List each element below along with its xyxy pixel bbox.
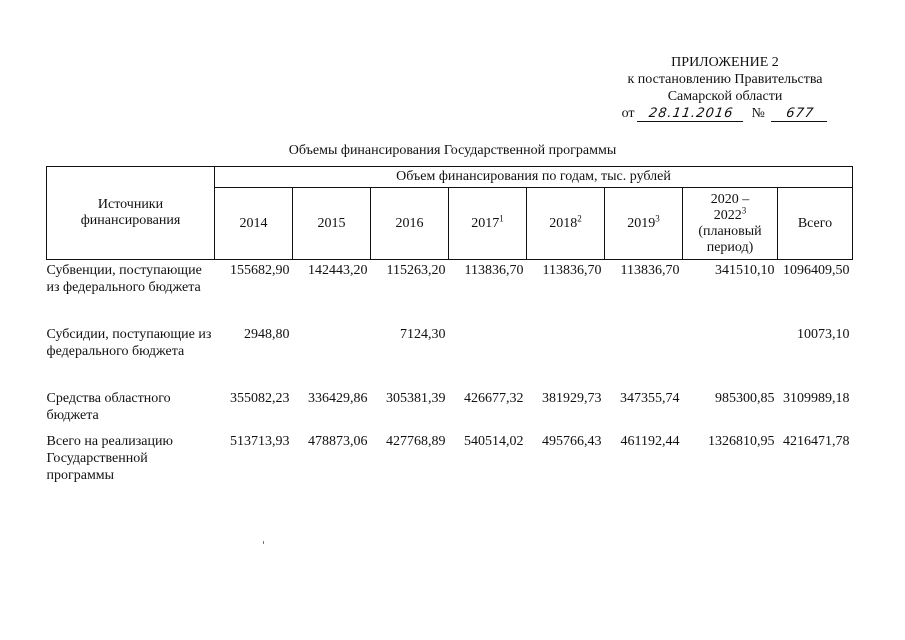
value-cell: 461192,44 [620,433,680,449]
table-row [47,260,853,324]
year-label: 2019 [627,215,656,231]
total-header: Всего [778,188,853,260]
source-header: Источники финансирования [47,167,215,260]
volume-header: Объем финансирования по годам, тыс. рублей [215,167,853,188]
source-cell: Субсидии, поступающие из федерального бюджета [46,326,212,359]
value-cell: 305381,39 [386,390,446,406]
value-cell: 341510,10 [715,263,775,278]
value-cell: 142443,20 [308,263,368,278]
value-cell: 115263,20 [386,263,446,278]
value-cell: 2948,80 [244,326,290,342]
value-cell: 355082,23 [230,390,290,406]
plan-period-label-1: (плановый [698,223,762,239]
year-header-2016 [371,188,449,260]
source-cell: Всего на реализацию Государственной программы [46,433,173,483]
value-cell: 4216471,78 [783,433,850,449]
year-header-2015 [293,188,371,260]
value-cell: 513713,93 [230,433,290,449]
value-cell: 155682,90 [230,263,290,278]
value-cell [683,324,778,388]
decree-line-1: к постановлению Правительства [627,72,823,87]
value-cell: 7124,30 [400,326,446,342]
plan-period-header [683,188,778,260]
appendix-label: ПРИЛОЖЕНИЕ 2 [671,55,779,70]
value-cell: 1326810,95 [708,433,775,449]
value-cell: 426677,32 [464,390,524,406]
value-cell: 113836,70 [464,263,524,278]
value-cell: 1096409,50 [783,263,850,278]
year-label: 2014 [239,215,268,231]
value-cell: 10073,10 [797,326,850,342]
source-cell: Средства областного бюджета [46,390,171,423]
plan-period-range-end [683,204,777,224]
from-label: от [621,106,635,121]
year-label: 2016 [395,215,424,231]
table-row [47,388,853,431]
financing-table [46,166,853,491]
appendix-header [580,54,870,122]
value-cell [449,324,527,388]
value-cell: 427768,89 [386,433,446,449]
value-cell: 113836,70 [620,263,680,278]
year-header-2019 [605,188,683,260]
source-cell: Субвенции, поступающие из федерального бюджета [46,263,202,295]
year-label: 2017 [471,215,500,231]
value-cell: 347355,74 [620,390,680,406]
year-label: 2015 [317,215,346,231]
document-title: Объемы финансирования Государственной программы [288,143,617,158]
value-cell: 985300,85 [715,390,775,406]
handwritten-number: 677 [771,107,829,122]
footnote-mark: 2 [577,212,582,223]
number-sign: № [751,106,765,121]
value-cell: 113836,70 [542,263,602,278]
plan-period-label-2: период) [706,239,754,255]
value-cell [527,324,605,388]
footnote-mark: 1 [499,212,504,223]
handwritten-date: 28.11.2016 [637,107,745,122]
year-label: 2018 [549,215,578,231]
value-cell: 3109989,18 [783,390,850,406]
value-cell: 495766,43 [542,433,602,449]
value-cell: 381929,73 [542,390,602,406]
year-header-2017 [449,188,527,260]
decree-date-line [580,105,870,122]
plan-period-end-year: 2022 [713,207,742,223]
year-header-2014 [215,188,293,260]
plan-period-range-start: 2020 – [710,191,750,207]
value-cell: 336429,86 [308,390,368,406]
value-cell [293,324,371,388]
table-row [47,324,853,388]
scan-speck [263,541,264,544]
value-cell: 478873,06 [308,433,368,449]
footnote-mark: 3 [741,204,747,215]
table-row [47,431,853,491]
footnote-mark: 3 [655,212,660,223]
year-header-2018 [527,188,605,260]
value-cell [605,324,683,388]
value-cell: 540514,02 [464,433,524,449]
decree-line-2: Самарской области [667,89,783,104]
